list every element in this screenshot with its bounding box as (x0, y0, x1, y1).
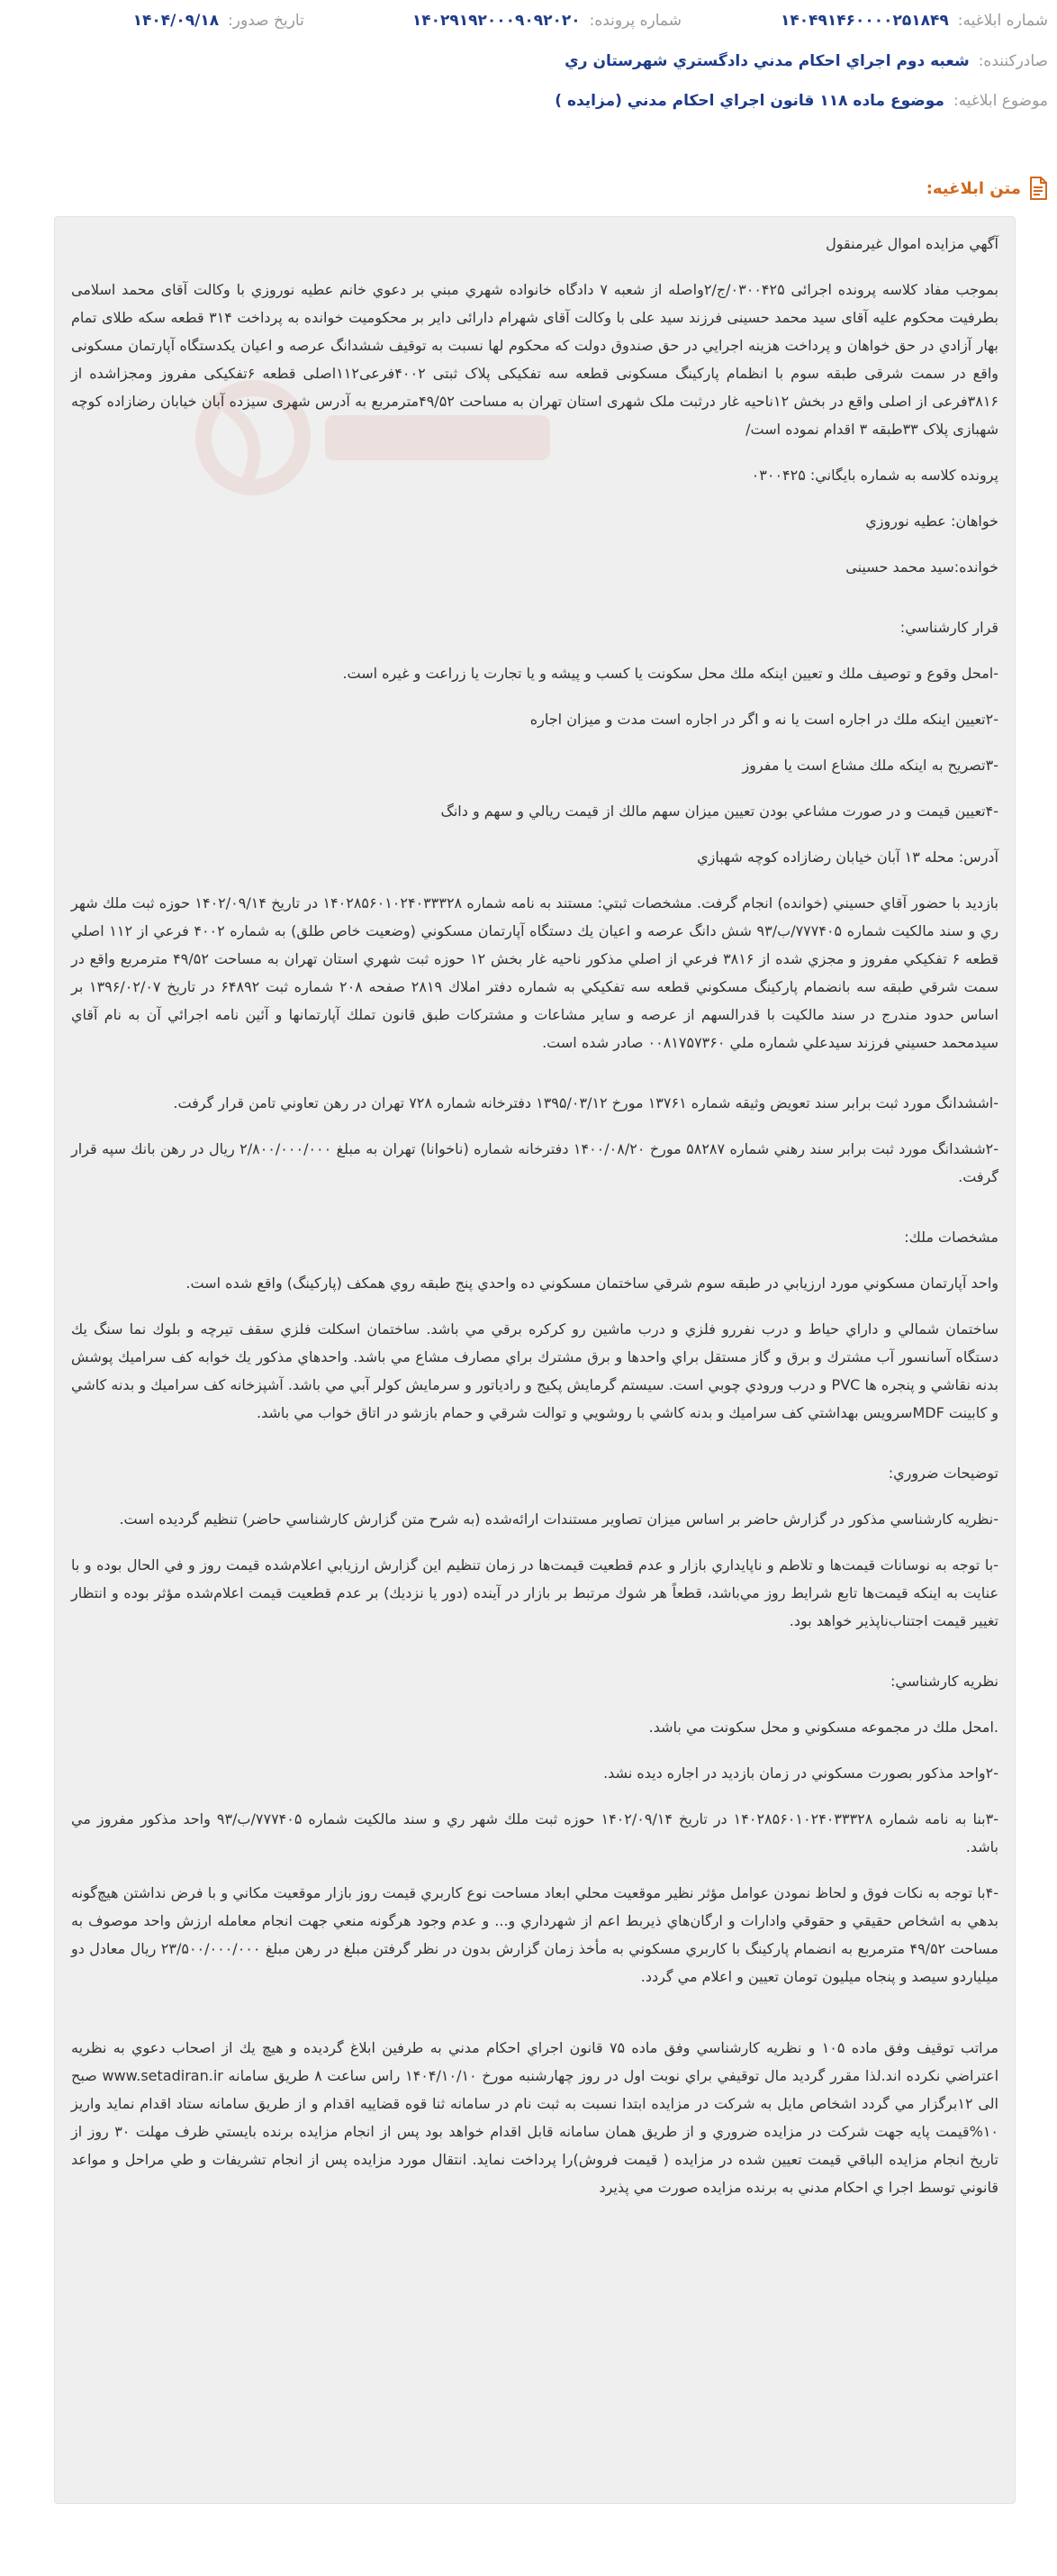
property-spec-title: مشخصات ملك: (904, 1229, 998, 1246)
address: آدرس: محله ۱۳ آبان خيابان رضازاده كوچه شهبازي (697, 848, 998, 866)
final-paragraph: مراتب توقيف وفق ماده ۱۰۵ و نظريه كارشناسي وفق ماده ۷۵ قانون اجراي احكام مدني به طرفين ابلاغ گرديده و هيچ يك از اصحاب دعوي به نظريه اعتراضي نكرده اند.لذا مقرر گرديد مال توقيفي براي نوبت اول در روز چهارشنبه مورخ ۱۴۰۴/۱۰/۱۰ راس ساعت ۸ طريق سامانه www.setadiran.ir صبح الی ۱۲برگزار مي گردد اشخاص مايل به شركت در مزايده ابتدا نسبت به ثبت نام در سامانه ثنا قوه قضاييه اقدام و از طريق سامانه ستاد اقدام نمايد واريز ۱۰%قيمت پايه جهت شركت در مزايده ضروري و از طريق همان سامانه قابل اقدام خواهد بود پس از انجام مزايده برنده بايستي ظرف مهلت ۳۰ روز از تاريخ انجام مزايده الباقي قيمت تعيين شده در مزايده ( قيمت فروش)را پرداخت نمايد. انتقال مورد مزايده پس از انجام تشريفات و طي مراحل و مواعد قانوني توسط اجرا ي احكام مدني به برنده مزايده صورت مي پذيرد (71, 2039, 999, 2196)
decision-item: -۲تعيين اينكه ملك در اجاره است يا نه و اگر در اجاره است مدت و ميزان اجاره (529, 711, 998, 728)
defendant: خوانده:سید محمد حسینی (845, 558, 998, 576)
ad-heading: آگهي مزايده اموال غيرمنقول (826, 235, 998, 252)
mortgage-item: -اششدانگ مورد ثبت برابر سند تعويض وثيقه شماره ۱۳۷۶۱ مورخ ۱۳۹۵/۰۳/۱۲ دفترخانه شماره ۷۲۸ تهران در رهن تعاوني تامن قرار گرفت. (173, 1094, 998, 1111)
visit-paragraph: بازديد با حضور آقاي حسيني (خوانده) انجام گرفت. مشخصات ثبتي: مستند به نامه شماره ۱۴۰۲۸۵۶۰۱۰۲۴۰۳۳۳۲۸ در تاريخ ۱۴۰۲/۰۹/۱۴ حوزه ثبت ملك شهر ري و سند مالكيت شماره ۷۷۷۴۰۵/ب/۹۳ شش دانگ عرصه و اعيان يك دستگاه آپارتمان مسكوني (وضعيت خاص طلق) به شماره ۴۰۰۲ فرعي از ۱۱۲ اصلي قطعه ۶ تفكيكي مفروز و مجزي شده از ۳۸۱۶ فرعي از اصلي مذكور ناحيه غار بخش ۱۲ حوزه ثبت شهري استان تهران به مساحت ۴۹/۵۲ مترمربع واقع در سمت شرقي طبقه سه بانضمام پاركينگ مسكوني قطعه سه تفكيكي به شماره دفتر املاك ۲۸۱۹ صفحه ۲۰۸ شماره ثبت ۶۴۸۹۲ در تاريخ ۱۳۹۶/۰۲/۰۷ بر اساس حدود مندرج در سند مالكيت با قدرالسهم از عرصه و ساير مشاعات و مشتركات طبق قانون تملك آپارتمانها و آئين نامه اجرائي آن به نام آقاي سيدمحمد حسيني فرزند سيدعلي شماره ملي ۰۰۸۱۷۵۷۳۶۰ صادر شده است. (71, 894, 999, 1051)
spacer (71, 1635, 998, 1667)
property-spec-2: ساختمان شمالي و داراي حياط و درب نفررو فلزي و درب ماشين رو كركره برقي مي باشد. ساختمان اسكلت فلزي سقف تيرچه و بلوك نما سنگ يك دستگاه آسانسور آب مشترك و برق و گاز مستقل براي واحدها و برق مشترك براي مصارف مشاع مي باشد. واحدهاي مذكور يك خوابه كف سراميك پوشش بدنه نقاشي و پنجره ها PVC و درب ورودي چوبي است. سيستم گرمايش پكيج و رادياتور و سرمايش كولر آبي مي باشد. آشپزخانه كف سراميك و بدنه كاشي و كابينت MDFسرويس بهداشتي كف سراميك و بدنه كاشي با روشويي و توالت شرقي و حمام بازشو در اتاق خواب مي باشد. (71, 1320, 998, 1421)
issue-date-label: تاریخ صدور: (228, 12, 304, 30)
notes-1: -نظريه كارشناسي مذكور در گزارش حاضر بر اساس ميزان تصاوير مستندات ارائه‌شده (به شرح متن گزارش كارشناسي حاضر) تنظيم گرديده است. (119, 1510, 998, 1528)
subject-label: موضوع ابلاغیه: (953, 92, 1048, 110)
spacer (71, 1057, 998, 1089)
issue-date-value: ۱۴۰۴/۰۹/۱۸ (132, 12, 220, 30)
plaintiff: خواهان: عطیه نوروزي (865, 512, 998, 530)
notice-number-value: ۱۴۰۴۹۱۴۶۰۰۰۰۲۵۱۸۴۹ (780, 12, 949, 30)
spacer (71, 581, 998, 613)
spacer (71, 1991, 998, 2034)
meta-row-numbers (9, 0, 1048, 41)
subject-row (9, 81, 1048, 121)
document-icon (1028, 177, 1048, 200)
opinion-item: -۲واحد مذكور بصورت مسكوني در زمان بازديد در اجاره ديده نشد. (603, 1764, 998, 1782)
notice-number (781, 12, 1048, 30)
notice-body-title: متن ابلاغیه: (926, 178, 1021, 198)
notice-number-label: شماره ابلاغیه: (957, 12, 1048, 30)
issuer-row (9, 41, 1048, 81)
intro-paragraph: بموجب مفاد كلاسه پرونده اجرائی ۰۳۰۰۴۲۵/ج/۲واصله از شعبه ۷ دادگاه خانواده شهري مبني بر دعوي خانم عطیه نوروزي با وكالت آقای محمد اسلامی بطرفيت محكوم عليه آقای سید محمد حسینی فرزند سید علی با وکالت آقای شهرام دارائی داير بر محكوميت خوانده به پرداخت ۳۱۴ قطعه سكه طلای تمام بهار آزادي در حق خواهان و پرداخت هزينه اجرايي در حق صندوق دولت كه محكوم لها نسبت به توقیف ششدانگ عرصه و اعیان یکدستگاه آپارتمان مسکونی واقع در سمت شرقی طبقه سوم با انظمام پارکینگ مسکونی قطعه سه تفکیکی پلاک ثبتی ۴۰۰۲فرعی۱۱۲اصلی قطعه ۶تفکیکی مفروز ومجزاشده از ۳۸۱۶فرعی از اصلی واقع در بخش ۱۲ناحیه غار درثبت ملک شهری استان تهران به مساحت ۴۹/۵۲مترمربع به آدرس شهری سیزده آبان خیابان رضازاده کوچه شهبازی پلاک ۳۳طبقه ۳ اقدام نموده است/ (71, 281, 999, 438)
decision-item: -۴تعيين قيمت و در صورت مشاعي بودن تعيين ميزان سهم مالك از قيمت ريالي و سهم و دانگ (440, 803, 998, 820)
decision-item: -امحل وقوع و توصيف ملك و تعيين اينكه ملك محل سكونت يا كسب و پيشه و يا تجارت يا زراعت و غيره است. (342, 665, 998, 682)
notice-body-header (926, 177, 1048, 200)
opinion-item: .امحل ملك در مجموعه مسكوني و محل سكونت مي باشد. (648, 1719, 998, 1736)
case-number-label: شماره پرونده: (589, 12, 682, 30)
issue-date (133, 12, 304, 30)
expert-decision-title: قرار كارشناسي: (899, 619, 998, 636)
opinion-item: -۴با توجه به نكات فوق و لحاظ نمودن عوامل مؤثر نظير موقعيت محلي ابعاد مساحت نوع كاربري قيمت روز بازار موقعيت مكاني و با فرض نداشتن هيچ‌گونه بدهي به اشخاص حقيقي و حقوقي وادارات و ارگان‌هاي ذيربط اعم از شهرداري و... و عدم وجود هرگونه منعي جهت انجام معامله ارزش واحد موصوف به مساحت ۴۹/۵۲ مترمربع به انضمام پاركينگ با كاربري مسكوني به مأخذ زمان گزارش بدون در نظر گرفتن مبلغ در رهن مبلغ ۲۳/۵۰۰/۰۰۰/۰۰۰ ريال معادل دو ميلياردو سيصد و پنجاه ميليون تومان تعيين و اعلام مي گردد. (71, 1884, 999, 1985)
case-number (412, 12, 682, 30)
notes-title: توضيحات ضروري: (888, 1465, 998, 1482)
spacer (71, 1427, 998, 1459)
notice-meta (9, 0, 1048, 121)
issuer-value: شعبه دوم اجراي احكام مدني دادگستري شهرستان ري (565, 52, 970, 70)
archive-number: پرونده كلاسه به شماره بايگاني: ۰۳۰۰۴۲۵ (751, 467, 998, 484)
expert-opinion-title: نظريه كارشناسي: (890, 1673, 998, 1690)
notes-2: -با توجه به نوسانات قيمت‌ها و تلاطم و ناپايداري بازار و عدم قطعيت قيمت‌ها در زمان تنظيم اين گزارش ارزيابي اعلام‌شده قيمت روز و في الحال بوده و با عنايت به اينكه قيمت‌ها تابع شرايط روز مي‌باشد، قطعاً هر شوك مرتبط بر بازار در آينده (دور يا نزديك) بر عدم قطعيت قيمت اعلام‌شده مؤثر بوده و انتظار تغيير قيمت اجتناب‌ناپذير خواهد بود. (71, 1556, 998, 1629)
property-spec-1: واحد آپارتمان مسكوني مورد ارزيابي در طبقه سوم شرقي ساختمان مسكوني ده واحدي پنج طبقه روي همكف (پاركينگ) واقع شده است. (185, 1274, 998, 1292)
notice-body (54, 216, 1016, 2504)
opinion-item: -۳بنا به نامه شماره ۱۴۰۲۸۵۶۰۱۰۲۴۰۳۳۳۲۸ در تاريخ ۱۴۰۲/۰۹/۱۴ حوزه ثبت ملك شهر ري و سند مالكيت شماره ۷۷۷۴۰۵/ب/۹۳ واحد مذكور مفروز مي باشد. (71, 1810, 998, 1855)
mortgage-item: -۲ششدانگ مورد ثبت برابر سند رهني شماره ۵۸۲۸۷ مورخ ۱۴۰۰/۰۸/۲۰ دفترخانه شماره (ناخوانا) تهران به مبلغ ۲/۸۰۰/۰۰۰/۰۰۰ ريال در رهن بانك سپه قرار گرفت. (71, 1140, 999, 1185)
spacer (71, 1191, 998, 1223)
case-number-value: ۱۴۰۲۹۱۹۲۰۰۰۹۰۹۲۰۲۰ (411, 12, 581, 30)
subject-value: موضوع ماده ۱۱۸ قانون اجراي احكام مدني (مزايده ) (555, 92, 944, 110)
decision-item: -۳تصريح به اينكه ملك مشاع است يا مفروز (742, 757, 998, 774)
issuer-label: صادرکننده: (978, 52, 1048, 70)
